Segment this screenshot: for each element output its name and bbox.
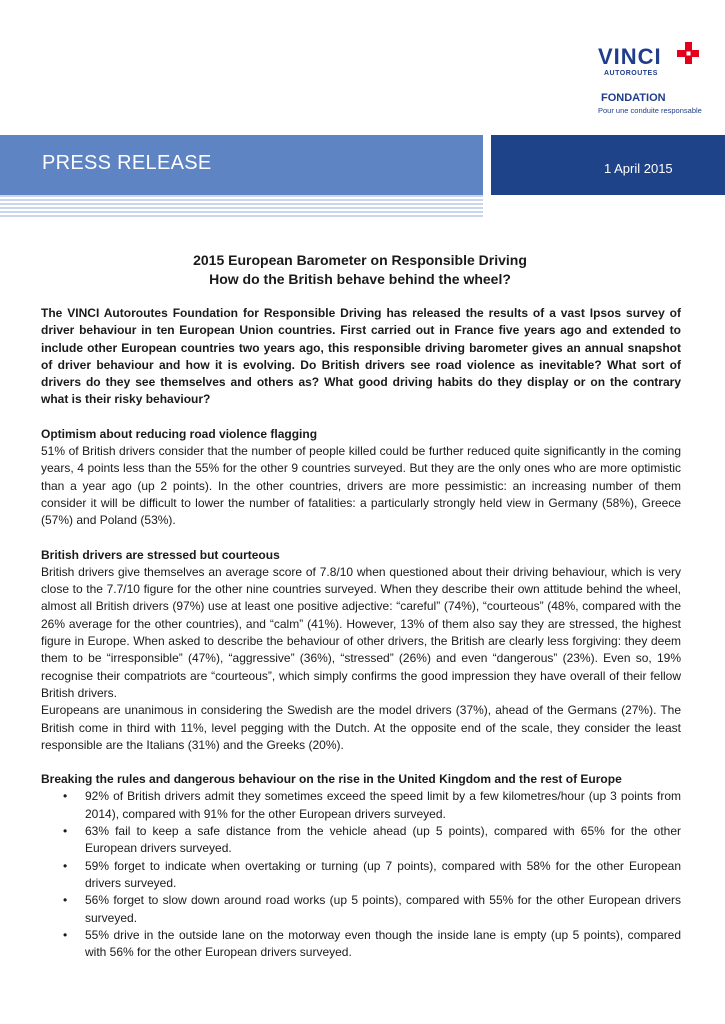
intro-paragraph: The VINCI Autoroutes Foundation for Responsible Driving has released the results of a vast Ipsos survey of driver behaviour in ten European Union countries. First carried out in France five years ago and extended to include other European countries two years ago, this responsible driving barometer gives an annual snapshot of driver behaviour and how it is evolving. Do British drivers see road violence as inevitable? What sort of drivers do they see themselves and others as? What good driving habits do they display or on the contrary what is their risky behaviour? bbox=[41, 306, 681, 407]
logo-tagline: Pour une conduite responsable bbox=[598, 106, 702, 115]
bullet-item: • 59% forget to indicate when overtaking or turning (up 7 points), compared with 58% for the other European drivers surveyed. bbox=[41, 858, 681, 893]
section-title: Breaking the rules and dangerous behaviour on the rise in the United Kingdom and the rest of Europe bbox=[41, 772, 622, 787]
section-paragraph: 51% of British drivers consider that the number of people killed could be further reduced quite significantly in the coming years, 4 points less than the 55% for the other 9 countries surveyed. But they are the only ones who are more optimistic than a year ago (up 2 points). In the other countries, drivers are more pessimistic: an increasing number of them consider it will be difficult to lower the number of fatalities: a particularly strongly held view in Germany (58%), Greece (57%) and Poland (53%). bbox=[41, 444, 681, 528]
section-paragraph: Europeans are unanimous in considering the Swedish are the model drivers (37%), ahead of the Germans (27%). The British come in third with 11%, level pegging with the Dutch. At the opposite end of the scale, they consider the least responsible are the Italians (31%) and the Greeks (20%). bbox=[41, 703, 681, 752]
bullet-item: • 63% fail to keep a safe distance from the vehicle ahead (up 5 points), compared with 65% for the other European drivers surveyed. bbox=[41, 823, 681, 858]
bullet-item: • 56% forget to slow down around road works (up 5 points), compared with 55% for the other European drivers surveyed. bbox=[41, 892, 681, 927]
bullet-list bbox=[41, 788, 681, 961]
release-date: 1 April 2015 bbox=[604, 161, 673, 176]
logo-fondation: FONDATION bbox=[601, 92, 666, 104]
banner-stripe-decoration bbox=[0, 195, 483, 217]
headline-line-1: 2015 European Barometer on Responsible Driving bbox=[193, 252, 527, 268]
logo-sub: AUTOROUTES bbox=[604, 70, 658, 77]
section-title: Optimism about reducing road violence flagging bbox=[41, 426, 318, 441]
bullet-item: • 55% drive in the outside lane on the motorway even though the inside lane is empty (up 5 points), compared with 56% for the other European drivers surveyed. bbox=[41, 927, 681, 962]
article-body bbox=[41, 305, 681, 961]
vinci-cross-icon bbox=[677, 42, 699, 64]
vinci-autoroutes-fondation-logo bbox=[590, 38, 710, 118]
section-paragraph: British drivers give themselves an average score of 7.8/10 when questioned about their driving behaviour, which is very close to the 7.7/10 figure for the other nine countries surveyed. When they describe their own attitude behind the wheel, almost all British drivers (97%) use at least one positive adjective: “careful” (74%), “courteous” (48%, compared with the 26% average for the other countries), and “calm” (41%). However, 13% of them also say they are stressed, the highest figure in Europe. When asked to describe the behaviour of other drivers, the British are clearly less forgiving: they deem them to be “irresponsible” (47%), “aggressive” (36%), “stressed” (26%) and even “dangerous” (23%). Even so, 19% recognise their compatriots are “courteous”, which simply confirms the good impression they have overall of their fellow British drivers. bbox=[41, 564, 681, 700]
banner-title: PRESS RELEASE bbox=[42, 152, 212, 174]
headline-line-2: How do the British behave behind the wheel? bbox=[209, 271, 511, 287]
section-title: British drivers are stressed but courteous bbox=[41, 547, 280, 562]
bullet-item: • 92% of British drivers admit they sometimes exceed the speed limit by a few kilometres/hour (up 3 points from 2014), compared with 91% for the other European drivers surveyed. bbox=[41, 788, 681, 823]
logo-brand: VINCI bbox=[598, 44, 662, 69]
